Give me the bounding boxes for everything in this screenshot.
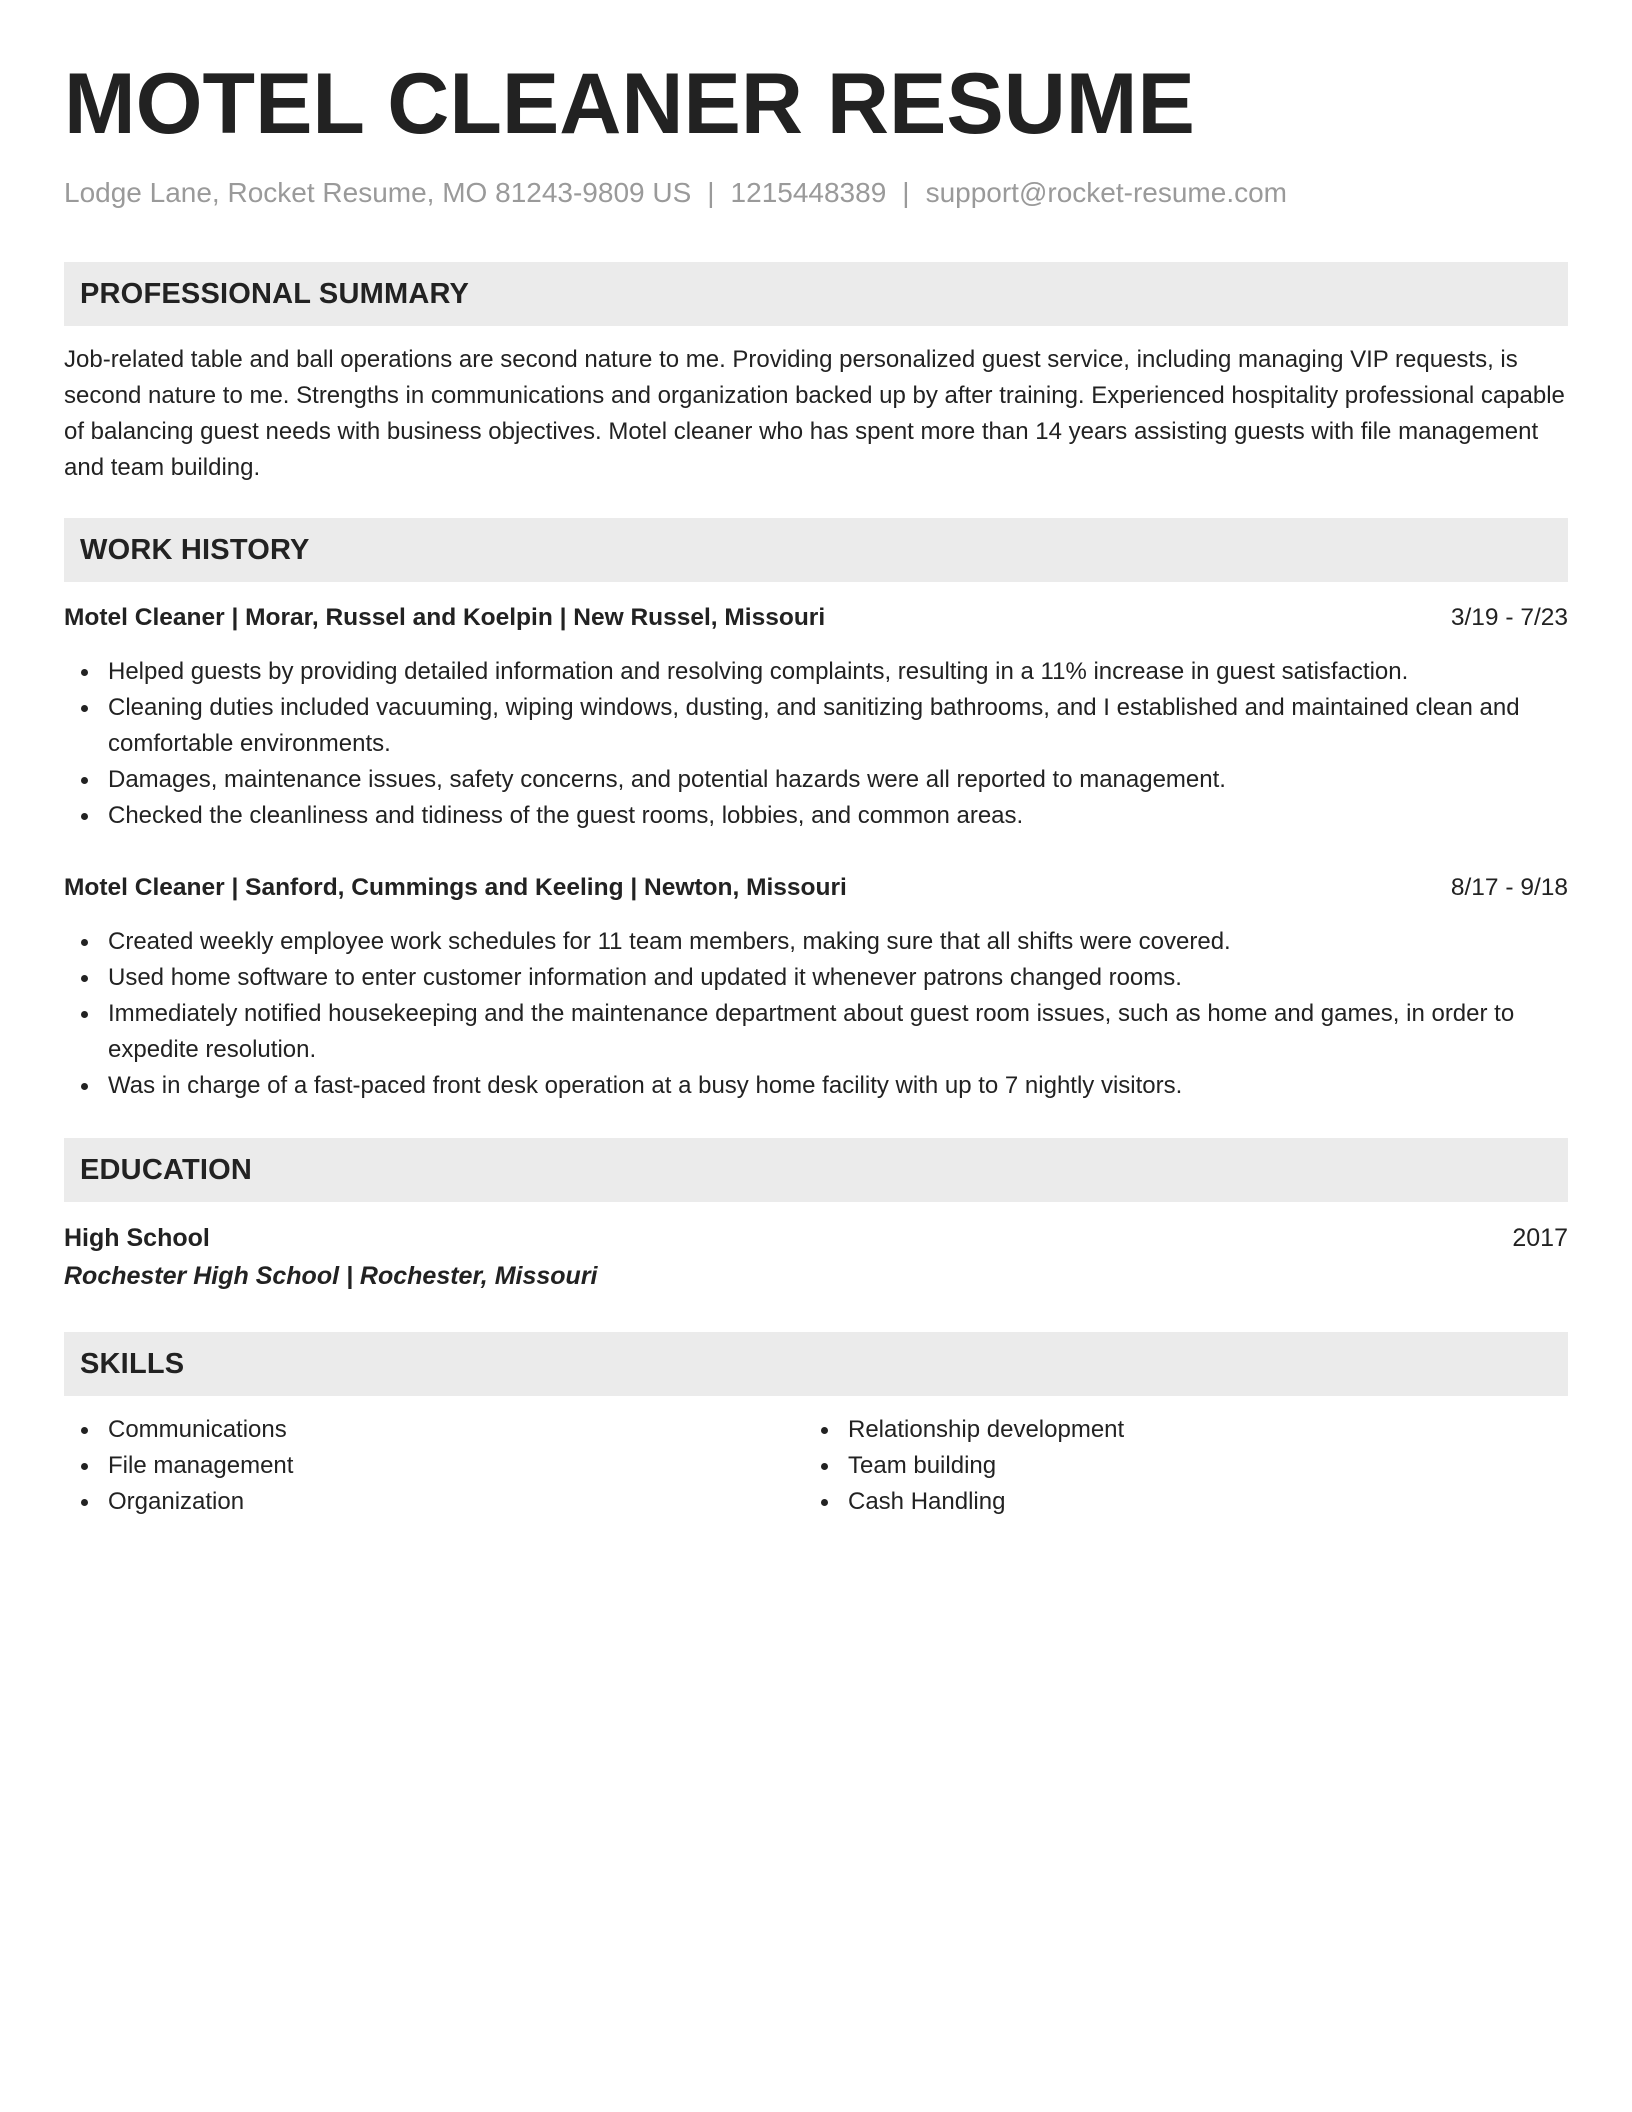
job-bullet: Cleaning duties included vacuuming, wiping windows, dusting, and sanitizing bathrooms, and I established and maintained clean and comfortable environments.	[108, 690, 1568, 762]
job-entry	[64, 600, 1568, 834]
summary-text: Job-related table and ball operations are second nature to me. Providing personalized guest service, including managing VIP requests, is second nature to me. Strengths in communications and organization backed up by after training. Experienced hospitality professional capable of balancing guest needs with business objectives. Motel cleaner who has spent more than 14 years assisting guests with file management and team building.	[64, 346, 1565, 481]
job-title: Motel Cleaner | Morar, Russel and Koelpin | New Russel, Missouri	[64, 604, 826, 631]
contact-email: support@rocket-resume.com	[925, 177, 1287, 208]
job-bullet: Created weekly employee work schedules for 11 team members, making sure that all shifts were covered.	[108, 924, 1568, 960]
skill-item: File management	[108, 1448, 804, 1484]
skill-item: Cash Handling	[848, 1484, 1544, 1520]
contact-separator: |	[707, 177, 715, 208]
skill-item: Team building	[848, 1448, 1544, 1484]
resume-title: MOTEL CLEANER RESUME	[64, 56, 1195, 152]
job-bullet-list	[64, 654, 1568, 834]
contact-line	[64, 176, 1568, 210]
job-header	[64, 870, 1568, 906]
job-dates: 8/17 - 9/18	[1450, 874, 1568, 901]
job-header	[64, 600, 1568, 636]
job-bullet-list	[64, 924, 1568, 1104]
job-bullet: Checked the cleanliness and tidiness of the guest rooms, lobbies, and common areas.	[108, 798, 1568, 834]
contact-address: Lodge Lane, Rocket Resume, MO 81243-9809 US	[64, 177, 692, 208]
job-bullet: Was in charge of a fast-paced front desk operation at a busy home facility with up to 7 nightly visitors.	[108, 1068, 1568, 1104]
job-bullet: Damages, maintenance issues, safety concerns, and potential hazards were all reported to management.	[108, 762, 1568, 798]
section-header-work-history: WORK HISTORY	[64, 518, 1568, 582]
skill-item: Communications	[108, 1412, 804, 1448]
skill-item: Organization	[108, 1484, 804, 1520]
section-header-education: EDUCATION	[64, 1138, 1568, 1202]
job-dates: 3/19 - 7/23	[1450, 604, 1568, 631]
contact-phone: 1215448389	[730, 177, 887, 208]
section-header-skills: SKILLS	[64, 1332, 1568, 1396]
job-bullet: Helped guests by providing detailed information and resolving complaints, resulting in a 11% increase in guest satisfaction.	[108, 654, 1568, 690]
job-title: Motel Cleaner | Sanford, Cummings and Keeling | Newton, Missouri	[64, 874, 847, 901]
job-bullet: Used home software to enter customer information and updated it whenever patrons changed rooms.	[108, 960, 1568, 996]
education-year: 2017	[1512, 1224, 1568, 1252]
contact-separator: |	[902, 177, 910, 208]
education-degree: High School	[64, 1224, 210, 1252]
job-bullet: Immediately notified housekeeping and the maintenance department about guest room issues, such as home and games, in order to expedite resolution.	[108, 996, 1568, 1068]
skills-column-right	[804, 1412, 1544, 1520]
education-row	[64, 1220, 1568, 1256]
skills-column-left	[64, 1412, 804, 1520]
section-header-summary: PROFESSIONAL SUMMARY	[64, 262, 1568, 326]
skill-item: Relationship development	[848, 1412, 1544, 1448]
skills-grid	[64, 1412, 1568, 1520]
education-school: Rochester High School | Rochester, Missouri	[64, 1262, 598, 1290]
job-entry	[64, 870, 1568, 1104]
